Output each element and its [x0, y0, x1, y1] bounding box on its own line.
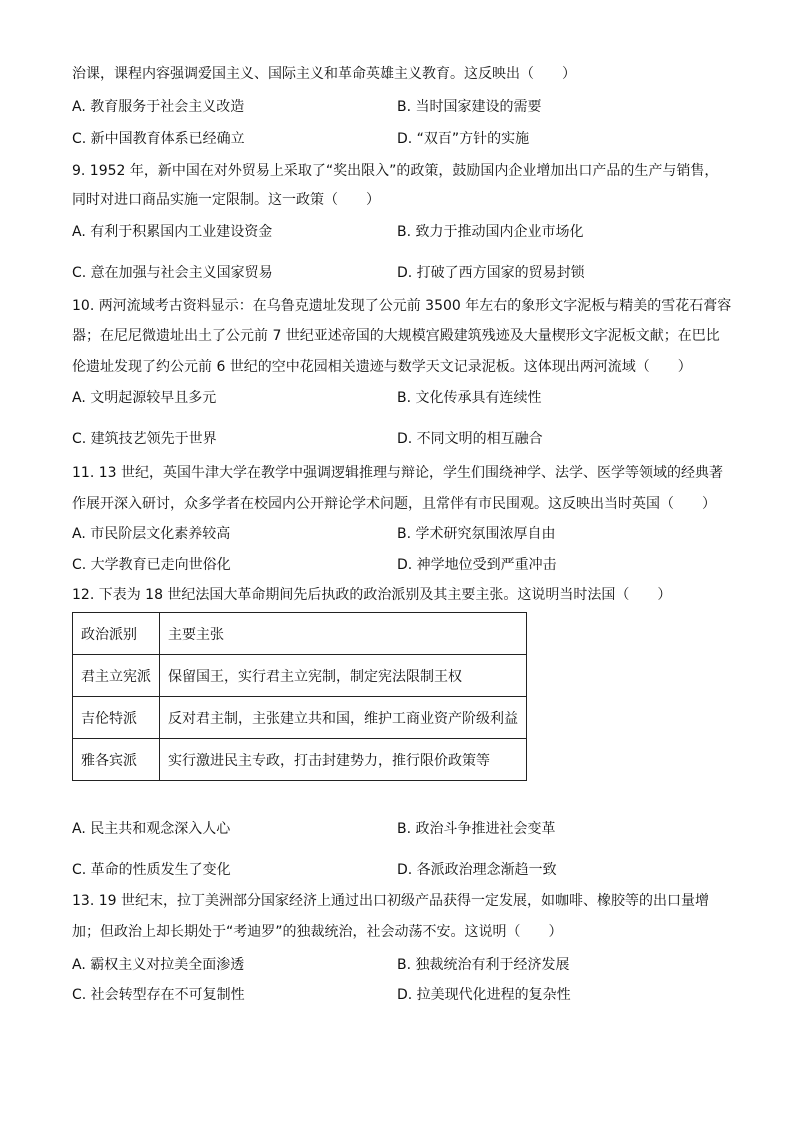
- q12-option-a[interactable]: A. 民主共和观念深入人心: [72, 821, 231, 837]
- q9-option-d[interactable]: D. 打破了西方国家的贸易封锁: [397, 265, 585, 281]
- q8-option-d[interactable]: D. “双百”方针的实施: [397, 131, 530, 147]
- table-cell-claim: 保留国王，实行君主立宪制，制定宪法限制王权: [160, 655, 527, 697]
- table-row: [73, 739, 527, 781]
- q10-option-c[interactable]: C. 建筑技艺领先于世界: [72, 431, 217, 447]
- table-cell-claim: 反对君主制，主张建立共和国，维护工商业资产阶级利益: [160, 697, 527, 739]
- q11-option-c[interactable]: C. 大学教育已走向世俗化: [72, 557, 231, 573]
- q9-option-c[interactable]: C. 意在加强与社会主义国家贸易: [72, 265, 273, 281]
- q9-stem-line-2: 同时对进口商品实施一定限制。这一政策（ ）: [72, 192, 380, 208]
- factions-table: [72, 612, 527, 781]
- q10-option-b[interactable]: B. 文化传承具有连续性: [397, 390, 542, 406]
- q10-stem-line-3: 伦遗址发现了约公元前 6 世纪的空中花园相关遗迹与数学天文记录泥板。这体现出两河流域（ ）: [72, 359, 692, 375]
- q13-option-d[interactable]: D. 拉美现代化进程的复杂性: [397, 987, 571, 1003]
- q13-stem-line-2: 加；但政治上却长期处于“考迪罗”的独裁统治，社会动荡不安。这说明（ ）: [72, 924, 563, 940]
- q13-option-a[interactable]: A. 霸权主义对拉美全面渗透: [72, 957, 245, 973]
- q13-option-b[interactable]: B. 独裁统治有利于经济发展: [397, 957, 570, 973]
- q11-option-b[interactable]: B. 学术研究氛围浓厚自由: [397, 526, 556, 542]
- q12-option-d[interactable]: D. 各派政治理念渐趋一致: [397, 862, 557, 878]
- q8-option-b[interactable]: B. 当时国家建设的需要: [397, 99, 542, 115]
- q8-option-c[interactable]: C. 新中国教育体系已经确立: [72, 131, 245, 147]
- table-row: [73, 697, 527, 739]
- q10-option-a[interactable]: A. 文明起源较早且多元: [72, 390, 217, 406]
- q12-option-b[interactable]: B. 政治斗争推进社会变革: [397, 821, 556, 837]
- q11-option-a[interactable]: A. 市民阶层文化素养较高: [72, 526, 231, 542]
- q11-option-d[interactable]: D. 神学地位受到严重冲击: [397, 557, 557, 573]
- q9-stem-line-1: 9. 1952 年，新中国在对外贸易上采取了“奖出限入”的政策，鼓励国内企业增加出口产品的生产与销售，: [72, 163, 719, 179]
- q9-option-b[interactable]: B. 致力于推动国内企业市场化: [397, 224, 584, 240]
- q13-option-c[interactable]: C. 社会转型存在不可复制性: [72, 987, 245, 1003]
- q12-option-c[interactable]: C. 革命的性质发生了变化: [72, 862, 231, 878]
- q8-option-a[interactable]: A. 教育服务于社会主义改造: [72, 99, 245, 115]
- q8-stem-tail: 治课，课程内容强调爱国主义、国际主义和革命英雄主义教育。这反映出（ ）: [72, 66, 576, 82]
- q10-stem-line-1: 10. 两河流域考古资料显示：在乌鲁克遗址发现了公元前 3500 年左右的象形文字泥板与精美的雪花石膏容: [72, 298, 732, 314]
- table-cell-faction: 吉伦特派: [73, 697, 160, 739]
- table-cell-faction: 君主立宪派: [73, 655, 160, 697]
- table-cell-claim: 实行激进民主专政，打击封建势力，推行限价政策等: [160, 739, 527, 781]
- q11-stem-line-2: 作展开深入研讨，众多学者在校园内公开辩论学术问题，且常伴有市民围观。这反映出当时英国（ ）: [72, 496, 716, 512]
- q10-stem-line-2: 器；在尼尼微遗址出土了公元前 7 世纪亚述帝国的大规模宫殿建筑残迹及大量楔形文字泥板文献；在巴比: [72, 328, 720, 344]
- q10-option-d[interactable]: D. 不同文明的相互融合: [397, 431, 543, 447]
- q12-stem: 12. 下表为 18 世纪法国大革命期间先后执政的政治派别及其主要主张。这说明当时法国（ ）: [72, 587, 672, 603]
- table-header-cell: 主要主张: [160, 613, 527, 655]
- q11-stem-line-1: 11. 13 世纪，英国牛津大学在教学中强调逻辑推理与辩论，学生们围绕神学、法学、医学等领域的经典著: [72, 465, 723, 481]
- table-header-cell: 政治派别: [73, 613, 160, 655]
- table-cell-faction: 雅各宾派: [73, 739, 160, 781]
- table-header-row: [73, 613, 527, 655]
- q13-stem-line-1: 13. 19 世纪末，拉丁美洲部分国家经济上通过出口初级产品获得一定发展，如咖啡、橡胶等的出口量增: [72, 893, 709, 909]
- q9-option-a[interactable]: A. 有利于积累国内工业建设资金: [72, 224, 273, 240]
- table-row: [73, 655, 527, 697]
